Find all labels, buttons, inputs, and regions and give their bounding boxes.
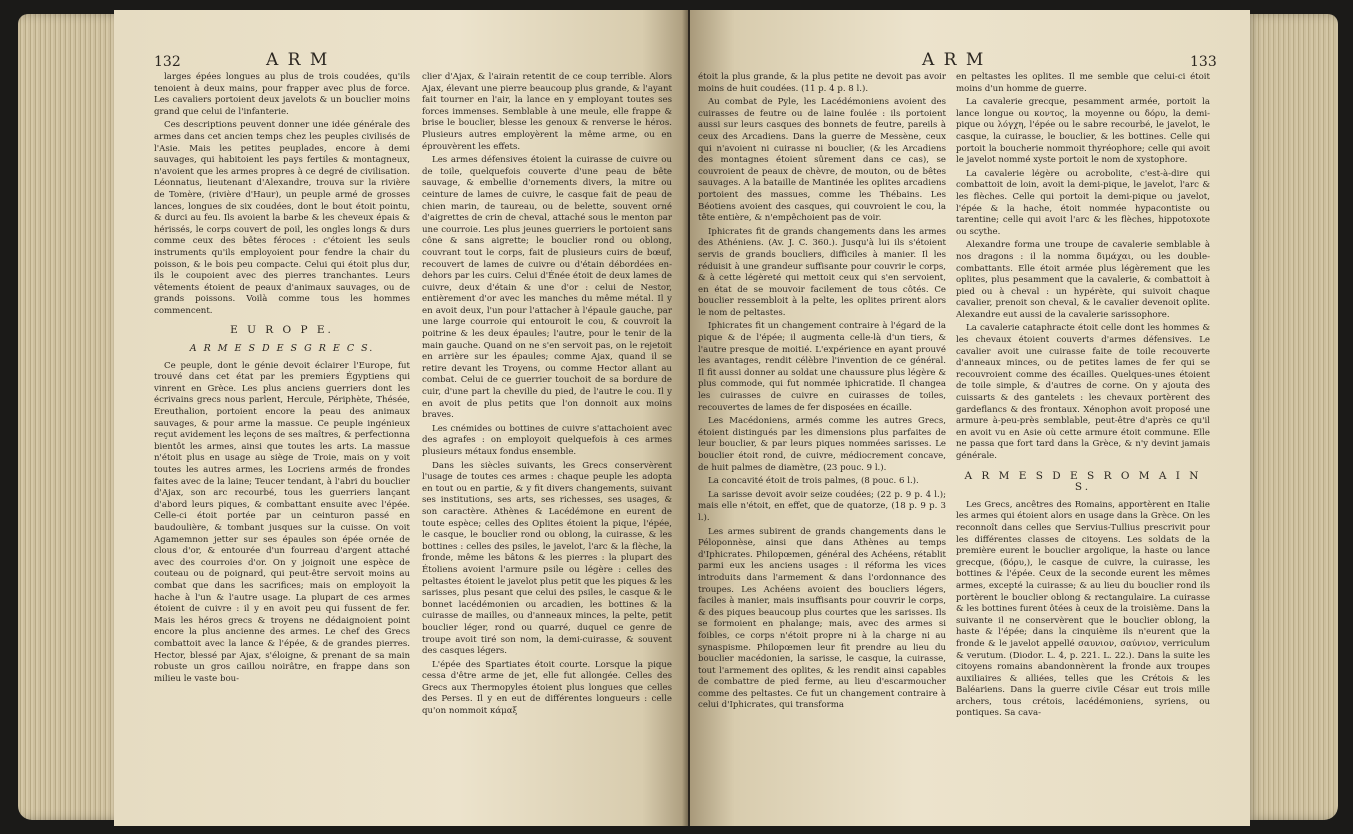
paragraph: La concavité étoit de trois palmes, (8 pouc. 6 l.). bbox=[708, 476, 919, 487]
right-page bbox=[690, 10, 1250, 826]
paragraph: La cavalerie cataphracte étoit celle dont les hommes & les chevaux étoient couverts d'armes défensives. Le cavalier avoit une cuirasse faite de toile recouverte d'anneaux minces, ou de petites lames de fer qui se recouvroient comme des écailles. Quelques-unes étoient de toile simple, & d'autres de corne. On y ajouta des cuissarts & des gantelets : les chevaux portèrent des gardeflancs & des frontaux. Xénophon avoit proposé une armure à-peu-près semblable, peut-être d'après ce qu'il en avoit vu en Asie où cette armure étoit commune. Elle ne passa que fort tard dans la Grèce, & n'y devint jamais générale. bbox=[956, 323, 1210, 461]
paragraph: Alexandre forma une troupe de cavalerie semblable à nos dragons : il la nomma διμάχαι, ou les double-combattants. Elle étoit armée plus légèrement que les oplites, plus pesamment que la cavalerie, & combattoit à pied ou à cheval : un hypérète, qui suivoit chaque cavalier, prenoit son cheval, & le cavalier devenoit oplite. Alexandre eut aussi de la cavalerie sarissophore. bbox=[956, 240, 1210, 320]
paragraph: étoit la plus grande, & la plus petite ne devoit pas avoir moins de huit coudées. (11 p. 4 p. 8 l.). bbox=[698, 72, 946, 94]
paragraph: Les armes subirent de grands changements dans le Péloponnèse, ainsi que dans Athènes au temps d'Iphicrates. Philopœmen, général des Achéens, rétablit parmi eux les anciens usages : il réforma les vices introduits dans l'armement & dans l'ordonnance des troupes. Les Achéens avoient des boucliers légers, faciles à manier, mais insuffisants pour couvrir le corps, & des piques beaucoup plus courtes que les sarisses. Ils se formoient en phalange; mais, avec des armes si foibles, ce corps n'étoit propre ni à la charge ni au synaspisme. Philopœmen leur fit prendre au lieu du bouclier macédonien, la sarisse, le casque, la cuirasse, tout l'armement des oplites, & les rendit ainsi capables de combattre de pied ferme, au lieu d'escarmoucher comme des peltastes. Ce fut un changement contraire à celui d'Iphicrates, qui transforma bbox=[698, 526, 946, 711]
paragraph: Les cnémides ou bottines de cuivre s'attachoient avec des agrafes : on employoit quelquefois à ces armes plusieurs métaux fondus ensemble. bbox=[422, 423, 672, 457]
paragraph: en peltastes les oplites. Il me semble que celui-ci étoit moins d'un homme de guerre. bbox=[956, 72, 1210, 94]
subsection-title: A R M E S D E S G R E C S. bbox=[189, 343, 375, 355]
page-edges-right bbox=[1246, 14, 1338, 820]
section-title: A R M E S D E S R O M A I N S. bbox=[964, 469, 1202, 494]
paragraph: Iphicrates fit de grands changements dans les armes des Athéniens. (Av. J. C. 360.). Jusqu'à lui ils s'étoient servis de grands boucliers, difficiles à manier. Il les réduisit à une grandeur suffisante pour couvrir le corps, & à cette légèreté qui mettoit ceux qui s'en servoient, en état de se mouvoir facilement de tous côtés. Ce bouclier ressembloit à la pelte, les oplites prirent alors le nom de peltastes. bbox=[698, 226, 946, 318]
page-number: 133 bbox=[1190, 54, 1217, 70]
paragraph: Les Grecs, ancêtres des Romains, apportèrent en Italie les armes qui étoient alors en usage dans la Grèce. On les reconnoît dans celles que Servius-Tullius prescrivit pour les différentes classes de citoyens. Les soldats de la première eurent le bouclier argolique, la haste ou lance grecque, (δόρυ,), le casque de cuivre, la cuirasse, les bottines & l'épée. Ceux de la seconde eurent les mêmes armes, excepté la cuirasse; & au lieu du bouclier rond ils portèrent le bouclier oblong & rectangulaire. La cuirasse & les bottines furent ôtées à ceux de la troisième. Dans la suivante il ne conservèrent que le bouclier oblong, la haste & l'épée; dans la cinquième ils n'eurent que la fronde & le javelot appellé σαυνιον, σαύνιον, verriculum & verutum. (Diodor. L. 4, p. 221. L. 22.). Dans la suite les citoyens romains abandonnèrent la fronde aux troupes auxiliaires & alliées, telles que les Crétois & les Baléariens. Dans la guerre civile César eut trois mille archers, tous crétois, lacédémoniens, syriens, ou pontiques. Sa cava- bbox=[956, 499, 1210, 719]
paragraph: Ce peuple, dont le génie devoit éclairer l'Europe, fut trouvé dans cet état par les premiers Égyptiens qui vinrent en Grèce. Les plus anciens guerriers dont les écrivains grecs nous parlent, Hercule, Périphète, Thésée, Ereuthalion, portoient encore la peau des animaux sauvages, & pour arme la massue. Ce peuple ingénieux reçut avidement les leçons de ses maîtres, & perfectionna bientôt les armes, ainsi que toutes les arts. La massue n'étoit plus en usage au siège de Troie, mais on y voit toutes les autres armes, les Locriens armés de frondes faites avec de la laine; Teucer tendant, à l'abri du bouclier d'Ajax, son arc recourbé, tous les guerriers lançant d'abord leurs piques, & combattant ensuite avec l'épée. Celle-ci étoit portée par un ceinturon passé en baudoulière, & tombant jusques sur la cuisse. On voit Agamemnon jetter sur ses épaules son épée ornée de clous d'or, & entourée d'un fourreau d'argent attaché avec des courroies d'or. On y joignoit une espèce de couteau ou de poignard, qui peut-être servoit moins au combat que dans les sacrifices; mais on employoit la hache à l'un & l'autre usage. La plupart de ces armes étoient de cuivre : il y en avoit peu qui fussent de fer. Mais les héros grecs & troyens ne dédaignoient point encore la plus ancienne des armes. Le chef des Grecs combattoit avec la lance & l'épée, & de grandes pierres. Hector, blessé par Ajax, s'éloigne, & prenant de sa main robuste un gros caillou noirâtre, en frappe dans son milieu le vaste bou- bbox=[154, 360, 410, 684]
right-column-1 bbox=[698, 72, 946, 714]
paragraph: Iphicrates fit un changement contraire à l'égard de la pique & de l'épée; il augmenta celle-là d'un tiers, & l'autre presque de moitié. L'expérience en ayant prouvé les avantages, rendit célèbre l'invention de ce général. Il fit aussi donner au soldat une chaussure plus légère & plus commode, qui fut nommée iphicratide. Il changea les cuirasses de cuivre en cuirasses de toiles, recouvertes de lames de fer disposées en écaille. bbox=[698, 321, 946, 413]
left-column-2 bbox=[422, 72, 672, 720]
open-book bbox=[18, 4, 1338, 830]
page-number: 132 bbox=[154, 54, 181, 70]
right-column-2 bbox=[956, 72, 1210, 722]
paragraph: L'épée des Spartiates étoit courte. Lorsque la pique cessa d'être arme de jet, elle fut allongée. Celles des Grecs aux Thermopyles étoient plus longues que celles des Perses. Il y en eut de différentes longueurs : celle qu'on nommoit κάμαξ bbox=[422, 659, 672, 717]
paragraph: Au combat de Pyle, les Lacédémoniens avoient des cuirasses de feutre ou de laine foulée : ils portoient aussi sur leurs casques des bonnets de feutre, pareils à ceux des Arcadiens. Dans la guerre de Messène, ceux qui n'avoient ni cuirasse ni bouclier, (& les Arcadiens des montagnes étoient sûrement dans ce cas), se couvroient de peaux de chèvre, de mouton, ou de bêtes sauvages. A la bataille de Mantinée les oplites arcadiens portoient des massues, comme les Thébains. Les Béotiens avoient des casques, qui couvroient le cou, la tête entière, & n'empêchoient pas de voir. bbox=[698, 97, 946, 224]
paragraph: La sarisse devoit avoir seize coudées; (22 p. 9 p. 4 l.); mais elle n'étoit, en effet, que de quatorze, (18 p. 9 p. 3 l.). bbox=[698, 489, 946, 523]
paragraph: La cavalerie grecque, pesamment armée, portoit la lance longue ou κοντος, la moyenne ou δόρυ, la demi-pique ou λόγχη, l'épée ou le sabre recourbé, le javelot, le casque, la cuirasse, le bouclier, & les bottines. Celle qui portoit la boucherie nommoit thyréophore; celle qui avoit le javelot nommé xyste portoit le nom de xystophore. bbox=[956, 97, 1210, 166]
section-title: E U R O P E. bbox=[230, 324, 334, 337]
paragraph: larges épées longues au plus de trois coudées, qu'ils tenoient à deux mains, pour frapper avec plus de force. Les cavaliers portoient deux javelots & un bouclier moins grand que celui de l'infanterie. bbox=[154, 72, 410, 117]
left-page bbox=[114, 10, 688, 826]
running-header: A R M bbox=[266, 50, 330, 70]
paragraph: clier d'Ajax, & l'airain retentit de ce coup terrible. Alors Ajax, élevant une pierre beaucoup plus grande, & l'ayant fait tourner en l'air, la lance en y employant toutes ses forces immenses. Semblable à une meule, elle frappe & brise le bouclier, blesse les genoux & renverse le héros. Plusieurs autres employèrent la même arme, ou en éprouvèrent les effets. bbox=[422, 72, 672, 152]
paragraph: Les armes défensives étoient la cuirasse de cuivre ou de toile, quelquefois couverte d'une peau de bête sauvage, & embellie d'ornements divers, la mitre ou ceinture de lames de cuivre, le casque fait de peau de chien marin, de taureau, ou de belette, souvent orné d'aigrettes de crin de cheval, attaché sous le menton par une courroie. Les plus jeunes guerriers le portoient sans cône & sans aigrette; le bouclier rond ou oblong, couvrant tout le corps, fait de plusieurs cuirs de bœuf, recouvert de lames de cuivre ou d'étain débordées en-dehors par les cuirs. Celui d'Énée étoit de deux lames de cuivre, deux d'étain & une d'or : celui de Nestor, entièrement d'or avec les manches du même métal. Il y en avoit deux, l'un pour l'attacher à l'épaule gauche, par une large courroie qui entouroit le cou, & couvroit la poitrine & les deux épaules; l'autre, pour le tenir de la main gauche. Quand on ne s'en servoit pas, on le rejetoit en arrière sur les épaules; comme Ajax, quand il se retire devant les Troyens, ou comme Hector allant au combat. Celui de ce guerrier touchoit de sa bordure de cuir, d'une part la cheville du pied, de l'autre le cou. Il y en avoit de plus petits que l'on donnoit aux moins braves. bbox=[422, 155, 672, 421]
paragraph: Ces descriptions peuvent donner une idée générale des armes dans cet ancien temps chez les peuples civilisés de l'Asie. Mais les petites peuplades, encore à demi sauvages, qui habitoient les pays fertiles & montagneux, n'avoient que les armes propres à ce degré de civilisation. Léonnatus, lieutenant d'Alexandre, trouva sur la rivière de Tomère, (rivière d'Haur), un peuple armé de grosses lances, longues de six coudées, dont le bout étoit pointu, & durci au feu. Ils avoient la barbe & les cheveux épais & hérissés, le corps couvert de poil, les ongles longs & durs comme ceux des bêtes féroces : c'étoient les seuls instruments qu'ils employoient pour fendre la chair du poisson, & le bois peu compacte. Celui qui étoit plus dur, ils le coupoient avec des pierres tranchantes. Leurs vêtements étoient de peaux d'animaux sauvages, ou de grands poissons. Voilà comme tous les hommes commencent. bbox=[154, 120, 410, 316]
paragraph: Les Macédoniens, armés comme les autres Grecs, étoient distingués par les dimensions plus parfaites de leur bouclier, & par leurs piques nommées sarisses. Le bouclier étoit rond, de cuivre, médiocrement concave, de huit palmes de diamètre, (23 pouc. 9 l.). bbox=[698, 416, 946, 473]
paragraph: La cavalerie légère ou acrobolite, c'est-à-dire qui combattoit de loin, avoit la demi-pique, le javelot, l'arc & les flèches. Celle qui portoit la demi-pique ou javelot, l'épée & la hache, étoit nommée hypacontiste ou tarentine; celle qui avoit l'arc & les flèches, hippotoxote ou scythe. bbox=[956, 168, 1210, 237]
page-edges-left bbox=[18, 14, 126, 820]
running-header: A R M bbox=[922, 50, 986, 70]
paragraph: Dans les siècles suivants, les Grecs conservèrent l'usage de toutes ces armes : chaque peuple les adopta en tout ou en partie, & y fit divers changements, suivant ses institutions, ses arts, ses richesses, ses usages, & son caractère. Athènes & Lacédémone en eurent de toute espèce; celles des Oplites étoient la pique, l'épée, le casque, le bouclier rond ou oblong, la cuirasse, & les bottines : celles des psiles, le javelot, l'arc & la flèche, la fronde, même les bâtons & les pierres : la plupart des Étoliens avoient l'armure psile ou légère : celles des peltastes étoient le javelot plus petit que les piques & les sarisses, plus pesant que celui des psiles, le casque & le bonnet lacédémonien ou arcadien, les bottines & la cuirasse de mailles, ou d'anneaux minces, la pelte, petit bouclier léger, rond ou quarré, duquel ce genre de troupe avoit tiré son nom, la demi-cuirasse, & souvent des casques légers. bbox=[422, 460, 672, 657]
left-column-1 bbox=[154, 72, 410, 687]
